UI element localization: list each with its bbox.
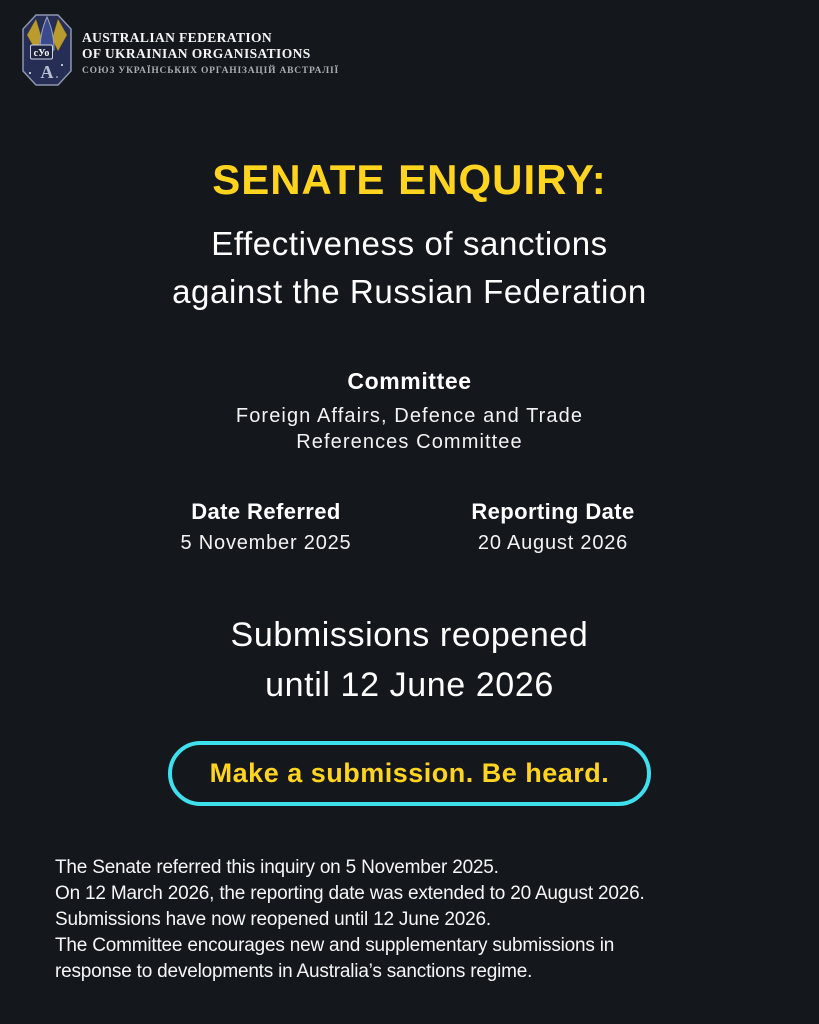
submissions-notice xyxy=(0,611,819,711)
committee-name-line1: Foreign Affairs, Defence and Trade xyxy=(235,404,584,427)
logo-monogram: сУо xyxy=(33,48,50,59)
date-referred-label: Date Referred xyxy=(191,498,341,524)
committee-name-line2: References Committee xyxy=(296,430,523,453)
footer-line: The Committee encourages new and supplementary submissions in xyxy=(55,935,615,956)
dates-row xyxy=(0,499,819,555)
page-title: SENATE ENQUIRY: xyxy=(212,156,607,203)
committee-name xyxy=(0,403,819,455)
afuo-crest-icon xyxy=(22,14,72,86)
footer-line: Submissions have now reopened until 12 June 2026. xyxy=(55,909,491,930)
submissions-notice-line1: Submissions reopened xyxy=(230,615,589,654)
logo-block xyxy=(22,14,339,86)
org-name-ukrainian: СОЮЗ УКРАЇНСЬКИХ ОРГАНІЗАЦІЙ АВСТРАЛІЇ xyxy=(82,66,339,77)
org-name-line1: AUSTRALIAN FEDERATION xyxy=(82,29,273,45)
footer-line: response to developments in Australia’s sanctions regime. xyxy=(55,961,533,982)
footer-line: The Senate referred this inquiry on 5 November 2025. xyxy=(55,857,499,878)
inquiry-title-line1: Effectiveness of sanctions xyxy=(211,225,608,262)
reporting-date-label: Reporting Date xyxy=(471,498,635,524)
date-referred-value: 5 November 2025 xyxy=(180,531,352,554)
org-names xyxy=(82,24,339,76)
inquiry-title-line2: against the Russian Federation xyxy=(172,272,647,310)
submissions-notice-line2: until 12 June 2026 xyxy=(265,665,554,704)
date-referred xyxy=(123,499,410,555)
inquiry-title xyxy=(0,220,819,316)
reporting-date-value: 20 August 2026 xyxy=(477,531,629,554)
main-content xyxy=(0,156,819,806)
org-name-line2: OF UKRAINIAN ORGANISATIONS xyxy=(82,45,311,61)
reporting-date xyxy=(410,499,697,555)
make-submission-button[interactable]: Make a submission. Be heard. xyxy=(168,741,652,806)
footer-line: On 12 March 2026, the reporting date was extended to 20 August 2026. xyxy=(55,883,645,904)
logo-monogram-a: А xyxy=(40,62,54,82)
footer-note xyxy=(55,855,774,985)
committee-label: Committee xyxy=(347,367,472,394)
